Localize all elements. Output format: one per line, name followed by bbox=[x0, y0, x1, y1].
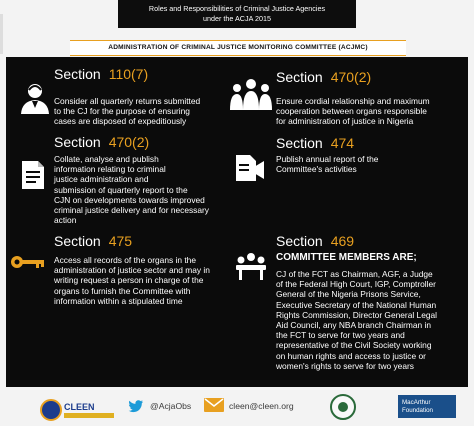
text-line: women's rights to serve for two years bbox=[276, 360, 414, 371]
section-heading-474 bbox=[276, 135, 354, 151]
text-line: Collate, analyse and publish bbox=[54, 154, 159, 164]
text-line: for administration of justice in Nigeria bbox=[276, 116, 414, 127]
text-line: cooperation between organs responsible bbox=[276, 106, 427, 117]
text-line: General of the Nigeria Prisons Service, bbox=[276, 289, 421, 300]
section-label: Section bbox=[276, 135, 323, 151]
government-seal-icon bbox=[330, 394, 356, 420]
meeting-icon bbox=[234, 251, 268, 281]
cleen-logo-text: CLEEN bbox=[64, 402, 95, 412]
text-line: Publish annual report of the bbox=[276, 154, 379, 164]
section-number: 475 bbox=[108, 233, 133, 249]
page-title: ADMINISTRATION OF CRIMINAL JUSTICE MONITORING COMMITTEE (ACJMC) bbox=[108, 44, 368, 51]
section-text-474 bbox=[276, 154, 378, 174]
twitter-icon[interactable] bbox=[128, 398, 144, 414]
text-line: organs to furnish the Committee with bbox=[54, 285, 191, 296]
content-panel bbox=[6, 57, 468, 387]
text-line: administration of justice sector and may in bbox=[54, 265, 210, 276]
section-text-470-2-a bbox=[276, 96, 430, 127]
side-strip bbox=[0, 14, 3, 54]
cleen-logo-bar bbox=[64, 413, 114, 418]
text-line: criminal justice delivery and for necessary bbox=[54, 205, 209, 216]
text-line: to the CJ for the purpose of ensuring bbox=[54, 106, 190, 117]
text-line: Access all records of the organs in the bbox=[54, 255, 196, 265]
section-heading-469 bbox=[276, 233, 354, 249]
text-line: submission of quarterly report to the bbox=[54, 184, 188, 195]
text-line: representative of the Civil Society working bbox=[276, 340, 432, 351]
macarthur-line-1: MacArthur bbox=[402, 399, 431, 406]
section-number: 469 bbox=[330, 233, 355, 249]
text-line: of the Federal High Court, IGP, Comptroller bbox=[276, 279, 436, 290]
text-line: Executive Secretary of the National Human bbox=[276, 299, 437, 310]
section-number: 470(2) bbox=[330, 69, 372, 85]
email-icon[interactable] bbox=[204, 398, 224, 412]
cleen-logo bbox=[40, 399, 118, 421]
header-line-1: Roles and Responsibilities of Criminal Justice Agencies bbox=[148, 4, 326, 13]
section-heading-475 bbox=[54, 233, 132, 249]
section-label: Section bbox=[54, 233, 101, 249]
person-icon bbox=[18, 81, 52, 115]
section-number: 470(2) bbox=[108, 134, 150, 150]
text-line: writing request a person in charge of the bbox=[54, 275, 204, 286]
report-icon bbox=[234, 153, 268, 183]
macarthur-foundation-logo bbox=[398, 395, 456, 418]
cleen-badge-icon bbox=[40, 399, 62, 421]
section-heading-470-2-b bbox=[54, 134, 149, 150]
text-line: Committee's activities bbox=[276, 164, 357, 175]
section-text-110-7 bbox=[54, 96, 200, 127]
text-line: CJN on developments towards improved bbox=[54, 194, 205, 205]
section-label: Section bbox=[276, 233, 323, 249]
text-line: Aid Council, any NBA branch Chairman in bbox=[276, 320, 432, 331]
text-line: Ensure cordial relationship and maximum bbox=[276, 96, 430, 106]
text-line: on human rights and access to justice or bbox=[276, 350, 426, 361]
section-label: Section bbox=[276, 69, 323, 85]
section-text-469 bbox=[276, 269, 437, 371]
text-line: cases are disposed of expeditiously bbox=[54, 116, 187, 127]
header-band bbox=[118, 0, 356, 28]
group-icon bbox=[228, 77, 274, 111]
key-icon bbox=[10, 255, 46, 269]
section-heading-110-7 bbox=[54, 66, 148, 82]
footer bbox=[0, 389, 474, 426]
section-text-470-2-b bbox=[54, 154, 209, 225]
title-bar bbox=[70, 40, 406, 56]
text-line: justice administration and bbox=[54, 174, 149, 185]
text-line: Consider all quarterly returns submitted bbox=[54, 96, 201, 106]
section-heading-470-2-a bbox=[276, 69, 371, 85]
email-link[interactable]: cleen@cleen.org bbox=[229, 401, 294, 411]
section-number: 110(7) bbox=[108, 66, 149, 82]
section-label: Section bbox=[54, 66, 101, 82]
text-line: information relating to criminal bbox=[54, 164, 166, 175]
text-line: information within a stipulated time bbox=[54, 295, 183, 306]
text-line: the FCT to serve for two years and bbox=[276, 330, 405, 341]
twitter-handle-link[interactable]: @AcjaObs bbox=[150, 401, 192, 411]
macarthur-line-2: Foundation bbox=[402, 406, 433, 414]
section-label: Section bbox=[54, 134, 101, 150]
text-line: action bbox=[54, 215, 77, 226]
text-line: CJ of the FCT as Chairman, AGF, a Judge bbox=[276, 269, 433, 279]
header-line-2: under the ACJA 2015 bbox=[203, 14, 271, 23]
section-text-475 bbox=[54, 255, 210, 306]
document-icon bbox=[20, 159, 46, 191]
section-number: 474 bbox=[330, 135, 355, 151]
text-line: Rights Commission, Director General Legal bbox=[276, 309, 438, 320]
committee-members-title: COMMITTEE MEMBERS ARE; bbox=[276, 252, 417, 263]
